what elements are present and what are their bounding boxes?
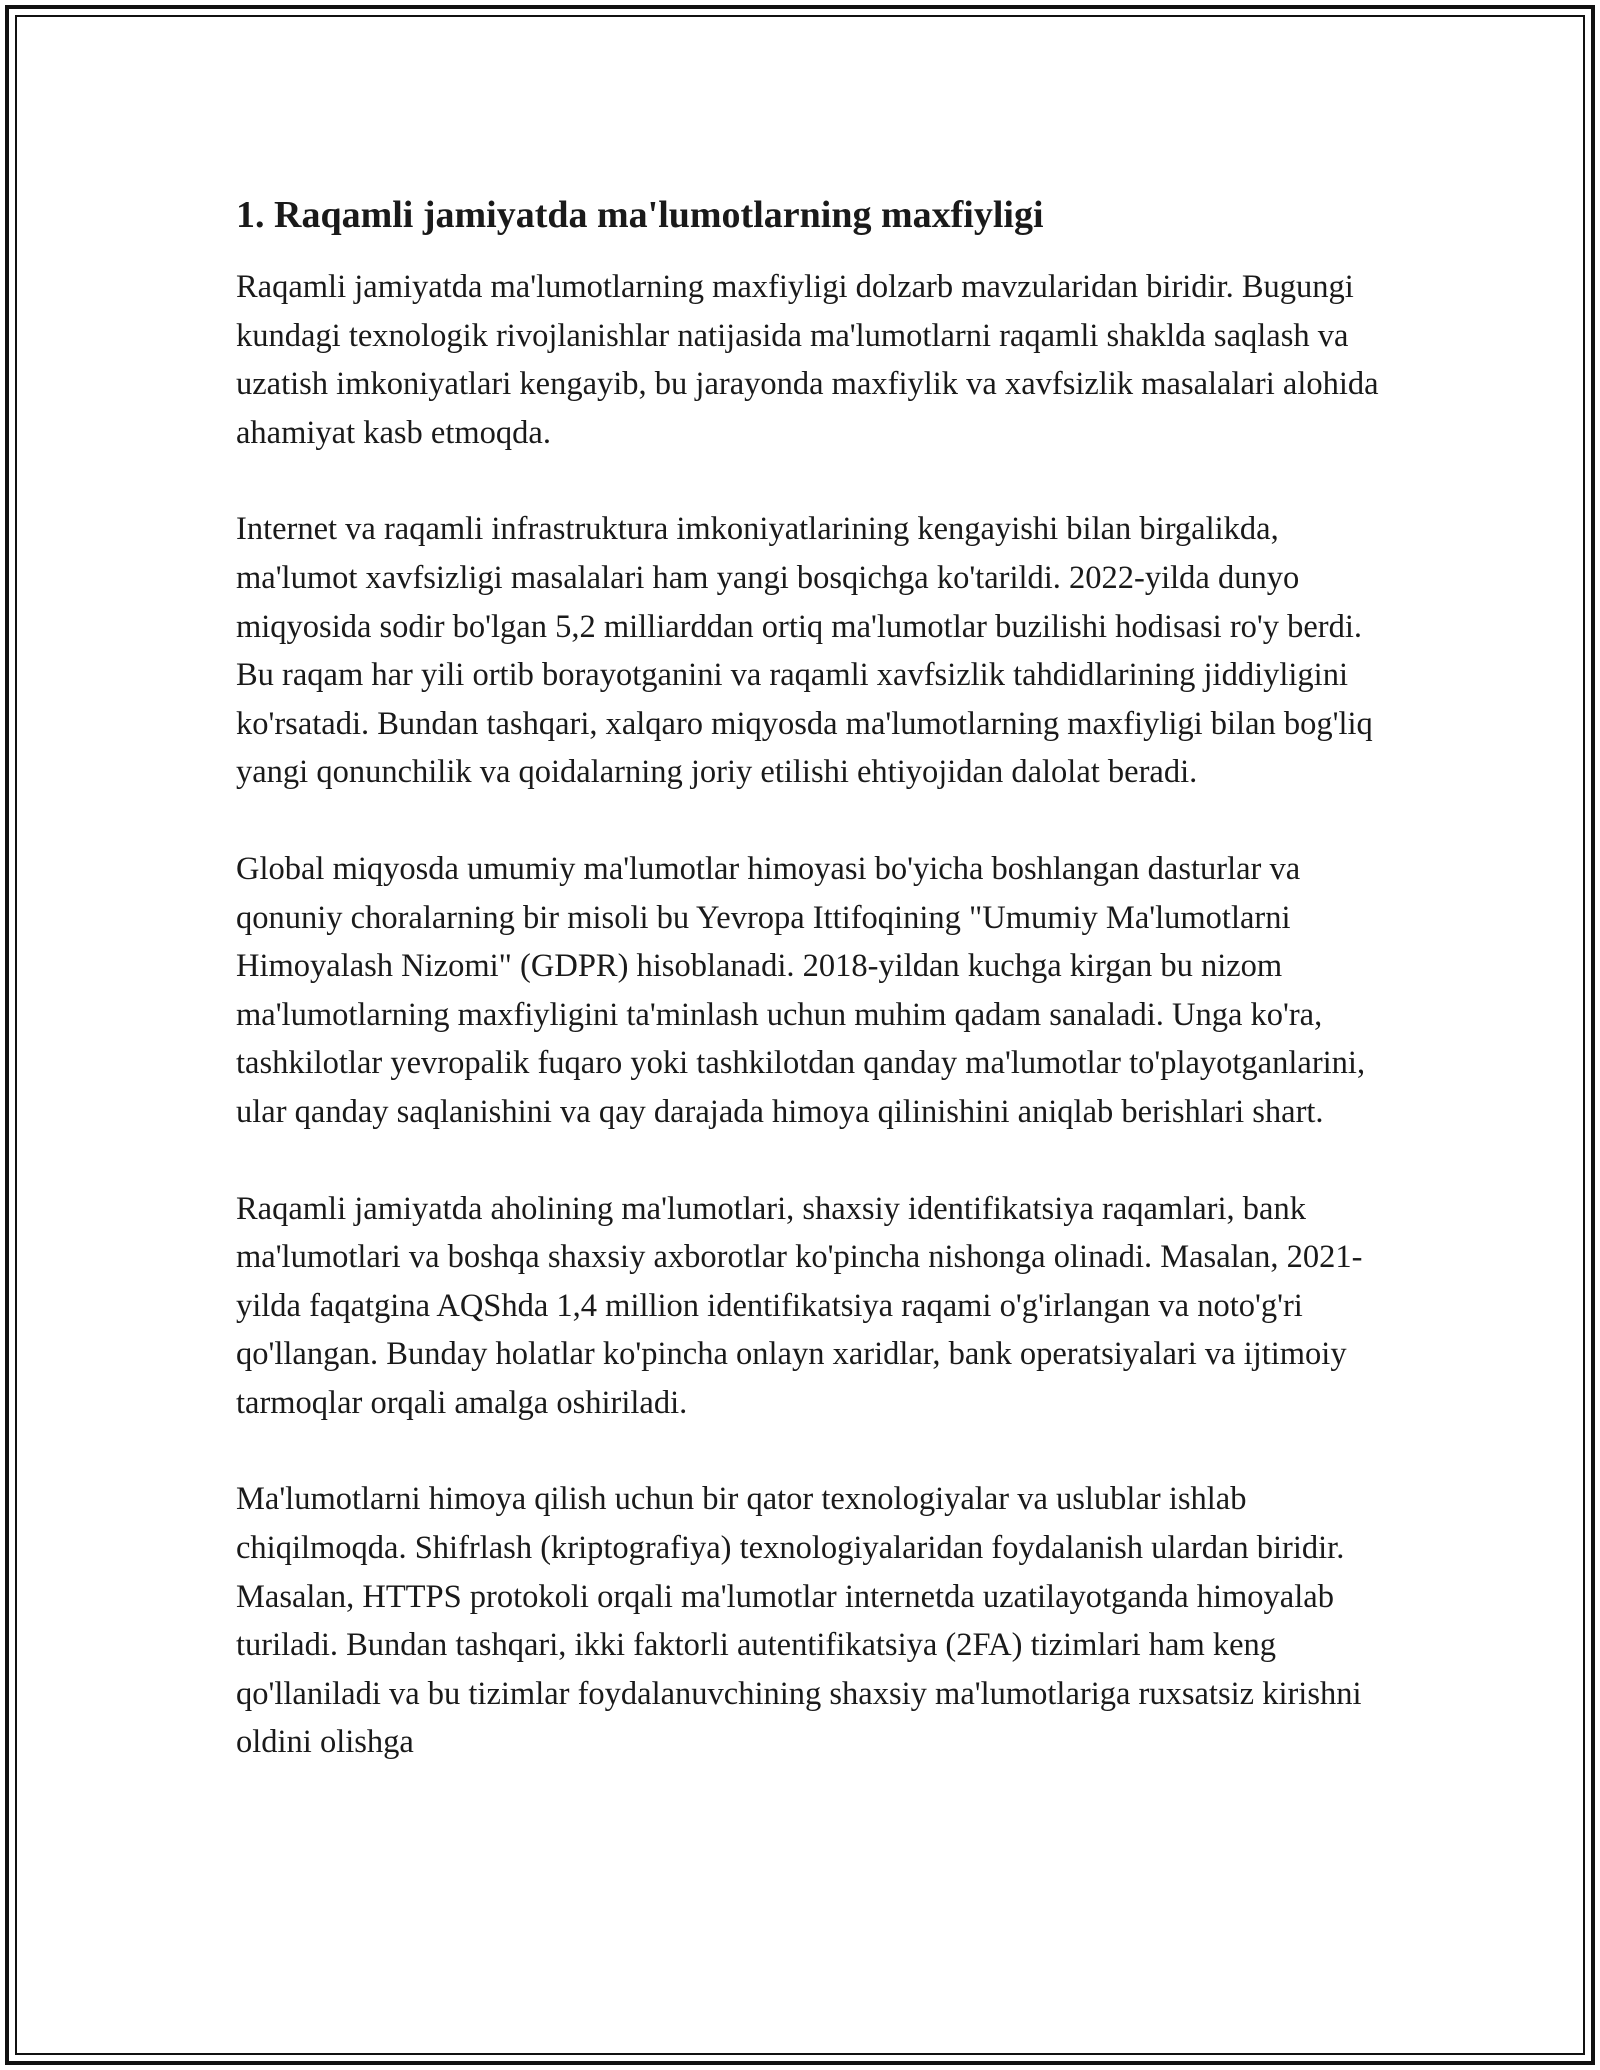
- paragraph-1: Raqamli jamiyatda ma'lumotlarning maxfiyligi dolzarb mavzularidan biridir. Bugungi kundagi texnologik rivojlanishlar natijasida ma'lumotlarni raqamli shaklda saqlash va uzatish imkoniyatlari kengayib, bu jarayonda maxfiylik va xavfsizlik masalalari alohida ahamiyat kasb etmoqda.: [236, 269, 1379, 451]
- paragraph-3: Global miqyosda umumiy ma'lumotlar himoyasi bo'yicha boshlangan dasturlar va qonuniy choralarning bir misoli bu Yevropa Ittifoqining "Umumiy Ma'lumotlarni Himoyalash Nizomi" (GDPR) hisoblanadi. 2018-yildan kuchga kirgan bu nizom ma'lumotlarning maxfiyligini ta'minlash uchun muhim qadam sanaladi. Unga ko'ra, tashkilotlar yevropalik fuqaro yoki tashkilotdan qanday ma'lumotlar to'playotganlarini, ular qanday saqlanishini va qay darajada himoya qilinishini aniqlab berishlari shart.: [236, 850, 1366, 1130]
- paragraph-4: Raqamli jamiyatda aholining ma'lumotlari, shaxsiy identifikatsiya raqamlari, bank ma'lumotlari va boshqa shaxsiy axborotlar ko'pincha nishonga olinadi. Masalan, 2021-yilda faqatgina AQShda 1,4 million identifikatsiya raqami o'g'irlangan va noto'g'ri qo'llangan. Bunday holatlar ko'pincha onlayn xaridlar, bank operatsiyalari va ijtimoiy tarmoqlar orqali amalga oshiriladi.: [236, 1190, 1363, 1421]
- paragraph-5: Ma'lumotlarni himoya qilish uchun bir qator texnologiyalar va uslublar ishlab chiqilmoqda. Shifrlash (kriptografiya) texnologiyalaridan foydalanish ulardan biridir. Masalan, HTTPS protokoli orqali ma'lumotlar internetda uzatilayotganda himoyalab turiladi. Bundan tashqari, ikki faktorli autentifikatsiya (2FA) tizimlari ham keng qo'llaniladi va bu tizimlar foydalanuvchining shaxsiy ma'lumotlariga ruxsatsiz kirishni oldini olishga: [236, 1481, 1362, 1761]
- paragraph-2: Internet va raqamli infrastruktura imkoniyatlarining kengayishi bilan birgalikda, ma'lumot xavfsizligi masalalari ham yangi bosqichga ko'tarildi. 2022-yilda dunyo miqyosida sodir bo'lgan 5,2 milliarddan ortiq ma'lumotlar buzilishi hodisasi ro'y berdi. Bu raqam har yili ortib borayotganini va raqamli xavfsizlik tahdidlarining jiddiyligini ko'rsatadi. Bundan tashqari, xalqaro miqyosda ma'lumotlarning maxfiyligi bilan bog'liq yangi qonunchilik va qoidalarning joriy etilishi ehtiyojidan dalolat beradi.: [236, 511, 1373, 791]
- section-heading: 1. Raqamli jamiyatda ma'lumotlarning maxfiyligi: [236, 194, 1044, 236]
- document-body: [236, 185, 1391, 1767]
